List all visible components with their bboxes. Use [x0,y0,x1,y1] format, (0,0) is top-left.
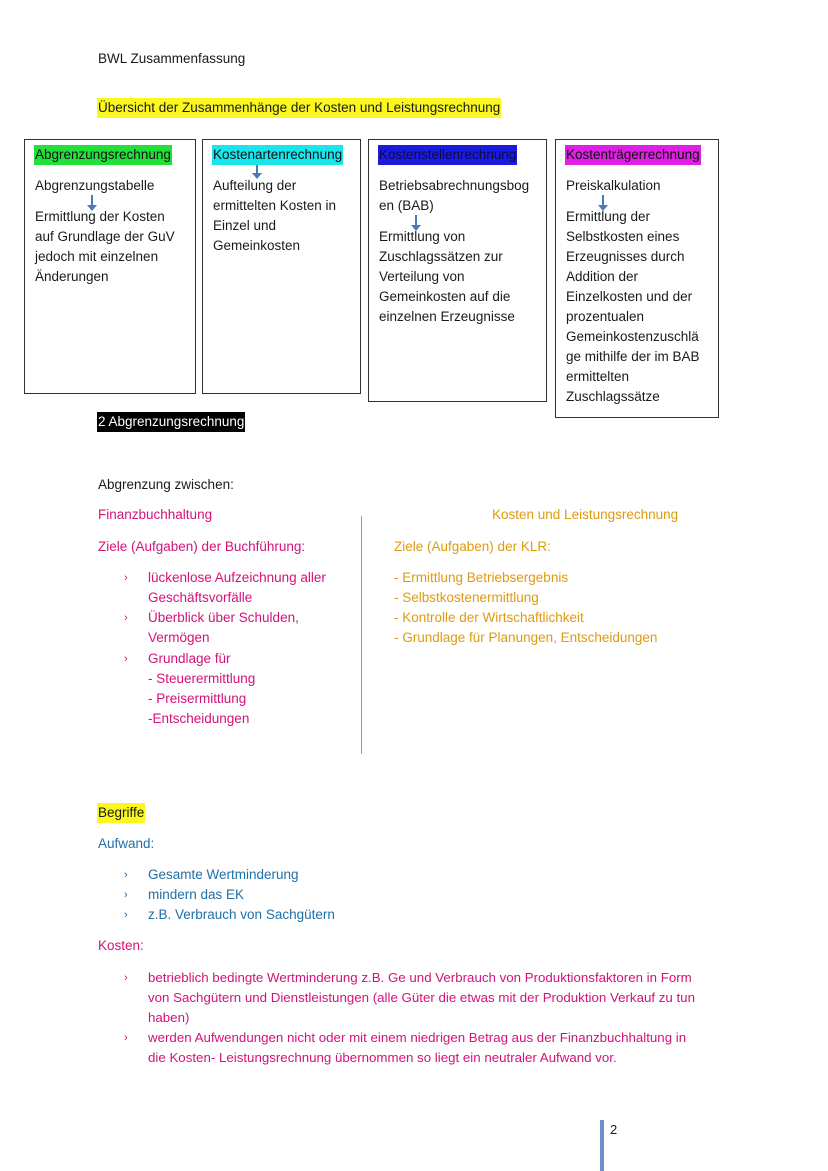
section-heading: 2 Abgrenzungsrechnung [97,412,245,432]
left-subtitle: Ziele (Aufgaben) der Buchführung: [98,539,306,554]
list-item: werden Aufwendungen nicht oder mit einem niedrigen Betrag aus der Finanzbuchhaltung in [148,1030,687,1045]
box-line: Addition der [566,269,639,284]
list-item: Vermögen [148,630,210,645]
box-line: ermittelten [566,369,630,384]
box-line: Gemeinkosten auf die [379,289,511,304]
box-line: Einzelkosten und der [566,289,693,304]
box-line: Abgrenzungstabelle [35,178,155,193]
box-line: einzelnen Erzeugnisse [379,309,515,324]
box-title: Kostenstellenrechnung [378,145,517,165]
box-title: Kostenartenrechnung [212,145,343,165]
list-item: - Ermittlung Betriebsergebnis [394,570,569,585]
page-number: 2 [610,1122,618,1137]
overview-heading: Übersicht der Zusammenhänge der Kosten und Leistungsrechnung [97,98,501,118]
list-item: lückenlose Aufzeichnung aller [148,570,326,585]
list-item: mindern das EK [148,887,245,902]
list-item: - Selbstkostenermittlung [394,590,539,605]
box-line: Ermittlung der Kosten [35,209,165,224]
column-divider [361,516,362,754]
bullet-icon: › [124,869,128,881]
aufwand-label: Aufwand: [98,836,155,851]
box-line: Selbstkosten eines [566,229,680,244]
document-title: BWL Zusammenfassung [98,51,246,66]
bullet-icon: › [124,972,128,984]
arrow-down-icon [256,165,258,174]
list-item: Geschäftsvorfälle [148,590,253,605]
box-title: Abgrenzungsrechnung [34,145,172,165]
bullet-icon: › [124,889,128,901]
box-line: Erzeugnisses durch [566,249,685,264]
box-line: Zuschlagssätzen zur [379,249,503,264]
left-title: Finanzbuchhaltung [98,507,213,522]
list-item: die Kosten- Leistungsrechnung übernommen so liegt ein neutraler Aufwand vor. [148,1050,617,1065]
arrow-down-icon [91,195,93,206]
bullet-icon: › [124,909,128,921]
intro-text: Abgrenzung zwischen: [98,477,234,492]
bullet-icon: › [124,1032,128,1044]
box-line: jedoch mit einzelnen [35,249,159,264]
list-item: -Entscheidungen [148,711,250,726]
list-item: - Preisermittlung [148,691,247,706]
list-item: betrieblich bedingte Wertminderung z.B. Ge und Verbrauch von Produktionsfaktoren in Form [148,970,692,985]
list-item: - Kontrolle der Wirtschaftlichkeit [394,610,584,625]
list-item: von Sachgütern und Dienstleistungen (alle Güter die etwas mit der Produktion Verkauf zu tun [148,990,695,1005]
box-line: Gemeinkostenzuschlä [566,329,699,344]
box-line: Betriebsabrechnungsbog [379,178,530,193]
box-line: Aufteilung der [213,178,297,193]
list-item: Grundlage für [148,651,231,666]
box-line: Verteilung von [379,269,465,284]
box-line: auf Grundlage der GuV [35,229,175,244]
list-item: z.B. Verbrauch von Sachgütern [148,907,335,922]
box-kostenstellenrechnung [368,139,547,402]
list-item: haben) [148,1010,190,1025]
box-line: ge mithilfe der im BAB [566,349,700,364]
box-line: prozentualen [566,309,645,324]
bullet-icon: › [124,653,128,665]
box-kostenartenrechnung [202,139,361,394]
list-item: - Grundlage für Planungen, Entscheidungen [394,630,658,645]
list-item: Gesamte Wertminderung [148,867,299,882]
bullet-icon: › [124,612,128,624]
right-subtitle: Ziele (Aufgaben) der KLR: [394,539,551,554]
box-title: Kostenträgerrechnung [565,145,701,165]
arrow-down-icon [602,195,604,206]
box-line: en (BAB) [379,198,434,213]
box-line: Ermittlung von [379,229,466,244]
box-line: Ermittlung der [566,209,651,224]
list-item: - Steuerermittlung [148,671,256,686]
box-line: Gemeinkosten [213,238,301,253]
arrow-down-icon [415,215,417,226]
box-kostentraegerrechnung [555,139,719,418]
bullet-icon: › [124,572,128,584]
box-line: Einzel und [213,218,277,233]
right-title: Kosten und Leistungsrechnung [492,507,679,522]
begriffe-heading: Begriffe [97,803,145,823]
box-line: Änderungen [35,269,109,284]
box-line: Preiskalkulation [566,178,661,193]
box-line: ermittelten Kosten in [213,198,337,213]
box-abgrenzungsrechnung [24,139,196,394]
kosten-label: Kosten: [98,938,144,953]
page-number-bar [600,1120,604,1171]
box-line: Zuschlagssätze [566,389,660,404]
list-item: Überblick über Schulden, [148,610,299,625]
